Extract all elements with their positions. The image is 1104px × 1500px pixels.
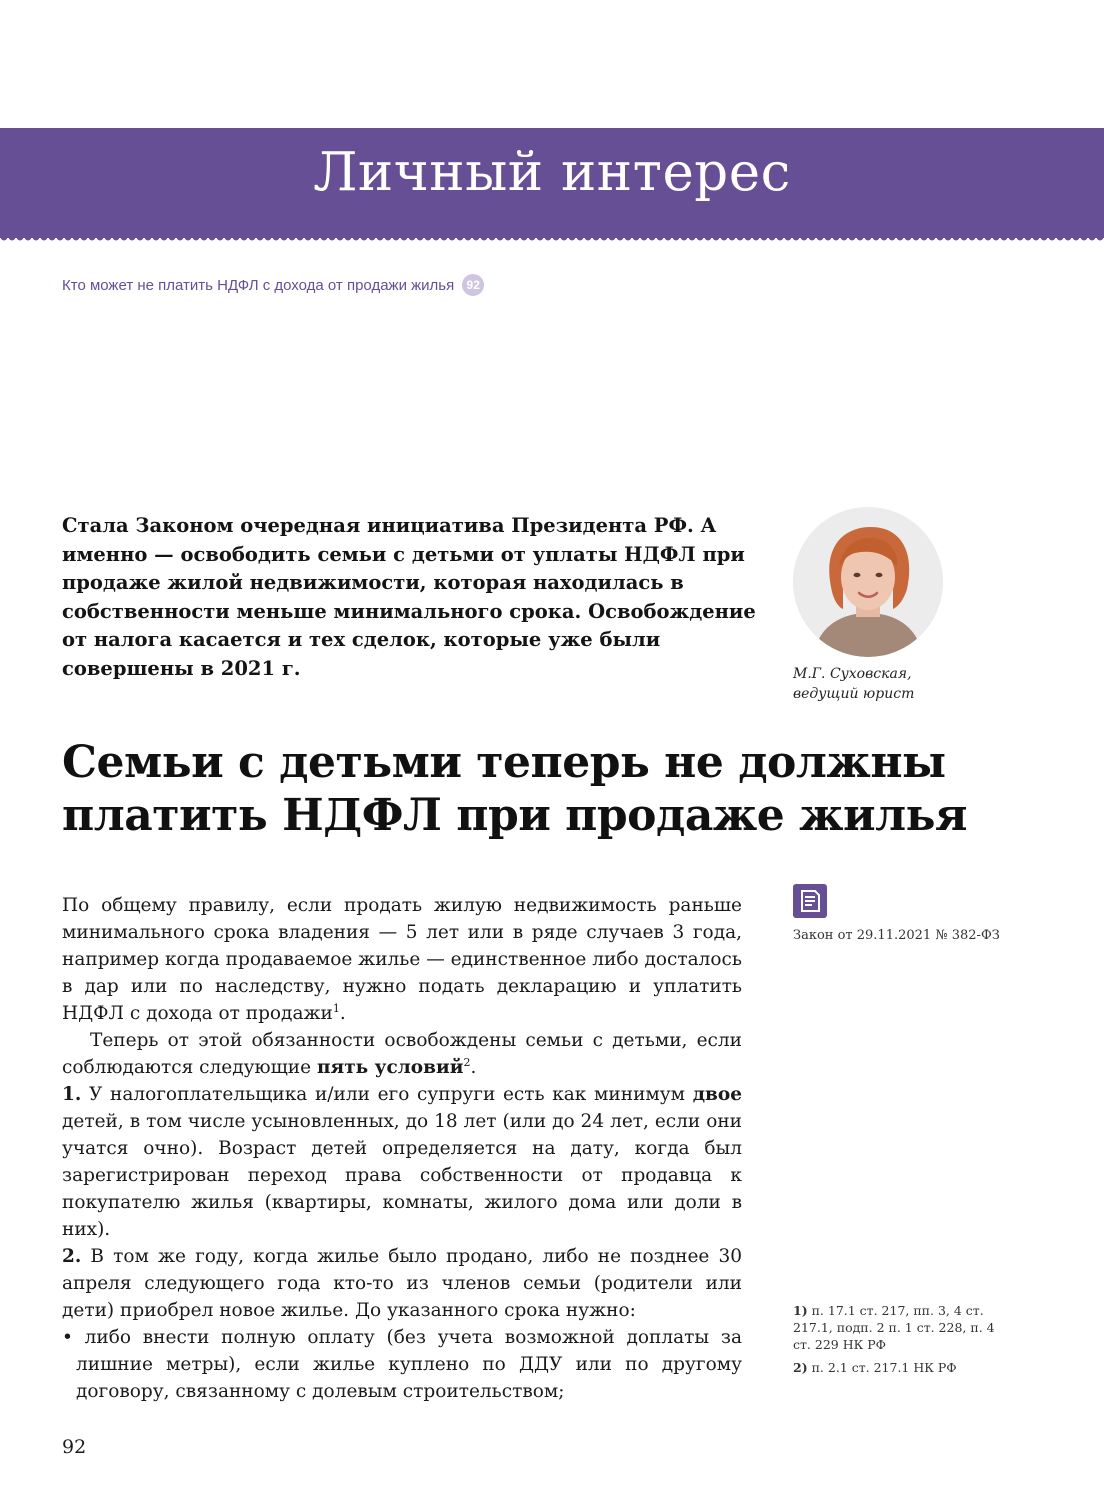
author-role: ведущий юрист bbox=[793, 686, 915, 702]
author-avatar bbox=[793, 507, 943, 657]
document-icon[interactable] bbox=[793, 884, 827, 918]
article-body bbox=[62, 892, 742, 1405]
document-lines-icon bbox=[793, 884, 827, 918]
footnote-ref-2[interactable]: 2 bbox=[463, 1055, 471, 1069]
bullet-item: • либо внести полную оплату (без учета возможной доплаты за лишние метры), если жилье куплено по ДДУ или по другому договору, связанному с долевым строительством; bbox=[62, 1327, 742, 1402]
section-title: Личный интерес bbox=[313, 142, 791, 203]
footnote-ref-1[interactable]: 1 bbox=[332, 1001, 340, 1015]
author-name: М.Г. Суховская, bbox=[793, 666, 912, 682]
footnote-2: 2) п. 2.1 ст. 217.1 НК РФ bbox=[793, 1360, 957, 1375]
breadcrumb-text[interactable]: Кто может не платить НДФЛ с дохода от продажи жилья bbox=[62, 276, 455, 294]
paragraph-2: Теперь от этой обязанности освобождены семьи с детьми, если соблюдаются следующие пять условий$^2$. bbox=[62, 1030, 742, 1078]
footnotes bbox=[793, 1302, 1003, 1382]
author-portrait-icon bbox=[793, 507, 943, 657]
author-caption bbox=[793, 664, 914, 704]
law-reference: Закон от 29.11.2021 № 382-ФЗ bbox=[793, 928, 1000, 943]
paragraph-1: По общему правилу, если продать жилую недвижимость раньше минимального срока владения — 5 лет или в ряде случаев 3 года, например когда продаваемое жилье — единственное либо досталось в дар или по наследству, нужно подать декларацию и уплатить НДФЛ с дохода от продажи$^1$. bbox=[62, 895, 742, 1024]
article-headline: Семьи с детьми теперь не должны платить НДФЛ при продаже жилья bbox=[62, 737, 968, 841]
footnote-1: 1) п. 17.1 ст. 217, пп. 3, 4 ст. 217.1, подп. 2 п. 1 ст. 228, п. 4 ст. 229 НК РФ bbox=[793, 1303, 995, 1352]
condition-1: 1. У налогоплательщика и/или его супруги есть как минимум двое детей, в том числе усыновленных, до 18 лет (или до 24 лет, если они учатся очно). Возраст детей определяется на дату, когда был зарегистрирован переход права собственности от продавца к покупателю жилья (квартиры, комнаты, жилого дома или доли в них). bbox=[62, 1084, 742, 1240]
section-banner bbox=[0, 128, 1104, 238]
breadcrumb[interactable] bbox=[62, 274, 484, 296]
page-badge[interactable]: 92 bbox=[462, 274, 484, 296]
condition-2: 2. В том же году, когда жилье было продано, либо не позднее 30 апреля следующего года кто-то из членов семьи (родители или дети) приобрел новое жилье. До указанного срока нужно: bbox=[62, 1246, 742, 1321]
lead-paragraph: Стала Законом очередная инициатива Президента РФ. А именно — освободить семьи с детьми от уплаты НДФЛ при продаже жилой недвижимости, которая находилась в собственности меньше минимального срока. Освобождение от налога касается и тех сделок, которые уже были совершены в 2021 г. bbox=[62, 514, 756, 680]
page-number: 92 bbox=[62, 1436, 87, 1458]
